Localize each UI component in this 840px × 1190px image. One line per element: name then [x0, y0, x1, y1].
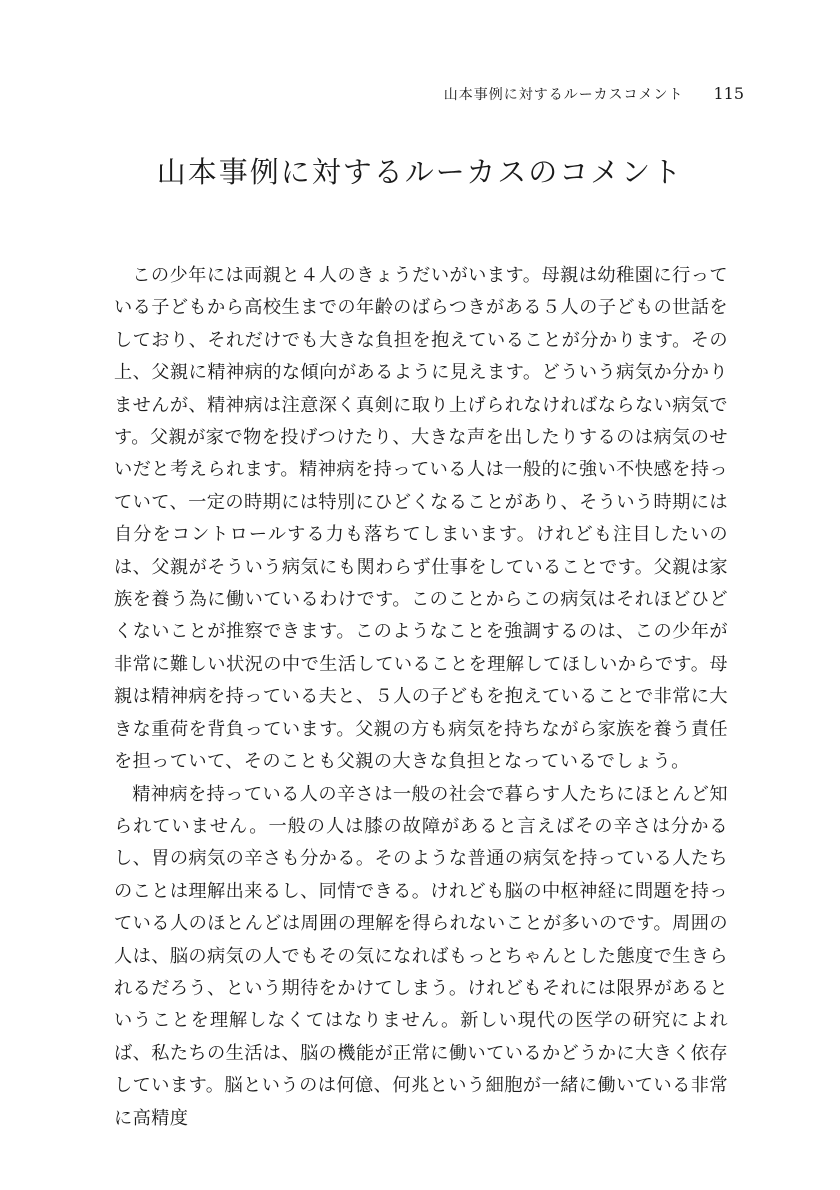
page-number: 115 — [713, 84, 744, 103]
paragraph: 精神病を持っている人の辛さは一般の社会で暮らす人たちにほとんど知られていません。一般の人は膝の故障があると言えばその辛さは分かるし、胃の病気の辛さも分かる。そのような普通の病気を持っている人たちのことは理解出来るし、同情できる。けれども脳の中枢神経に問題を持っている人のほとんどは周囲の理解を得られないことが多いのです。周囲の人は、脳の病気の人でもその気になればもっとちゃんとした態度で生きられるだろう、という期待をかけてしまう。けれどもそれには限界があるということを理解しなくてはなりません。新しい現代の医学の研究によれば、私たちの生活は、脳の機能が正常に働いているかどうかに大きく依存しています。脳というのは何億、何兆という細胞が一緒に働いている非常に高精度 — [114, 783, 728, 1129]
body-text — [114, 260, 728, 1135]
paragraph: この少年には両親と４人のきょうだいがいます。母親は幼稚園に行っている子どもから高校生までの年齢のばらつきがある５人の子どもの世話をしており、それだけでも大きな負担を抱えていることが分かります。その上、父親に精神病的な傾向があるように見えます。どういう病気か分かりませんが、精神病は注意深く真剣に取り上げられなければならない病気です。父親が家で物を投げつけたり、大きな声を出したりするのは病気のせいだと考えられます。精神病を持っている人は一般的に強い不快感を持っていて、一定の時期には特別にひどくなることがあり、そういう時期には自分をコントロールする力も落ちてしまいます。けれども注目したいのは、父親がそういう病気にも関わらず仕事をしていることです。父親は家族を養う為に働いているわけです。このことからこの病気はそれほどひどくないことが推察できます。このようなことを強調するのは、この少年が非常に難しい状況の中で生活していることを理解してほしいからです。母親は精神病を持っている夫と、５人の子どもを抱えていることで非常に大きな重荷を背負っています。父親の方も病気を持ちながら家族を養う責任を担っていて、そのことも父親の大きな負担となっているでしょう。 — [114, 265, 728, 773]
chapter-title: 山本事例に対するルーカスのコメント — [156, 155, 684, 189]
running-head — [114, 84, 744, 104]
running-head-title: 山本事例に対するルーカスコメント — [443, 87, 684, 103]
